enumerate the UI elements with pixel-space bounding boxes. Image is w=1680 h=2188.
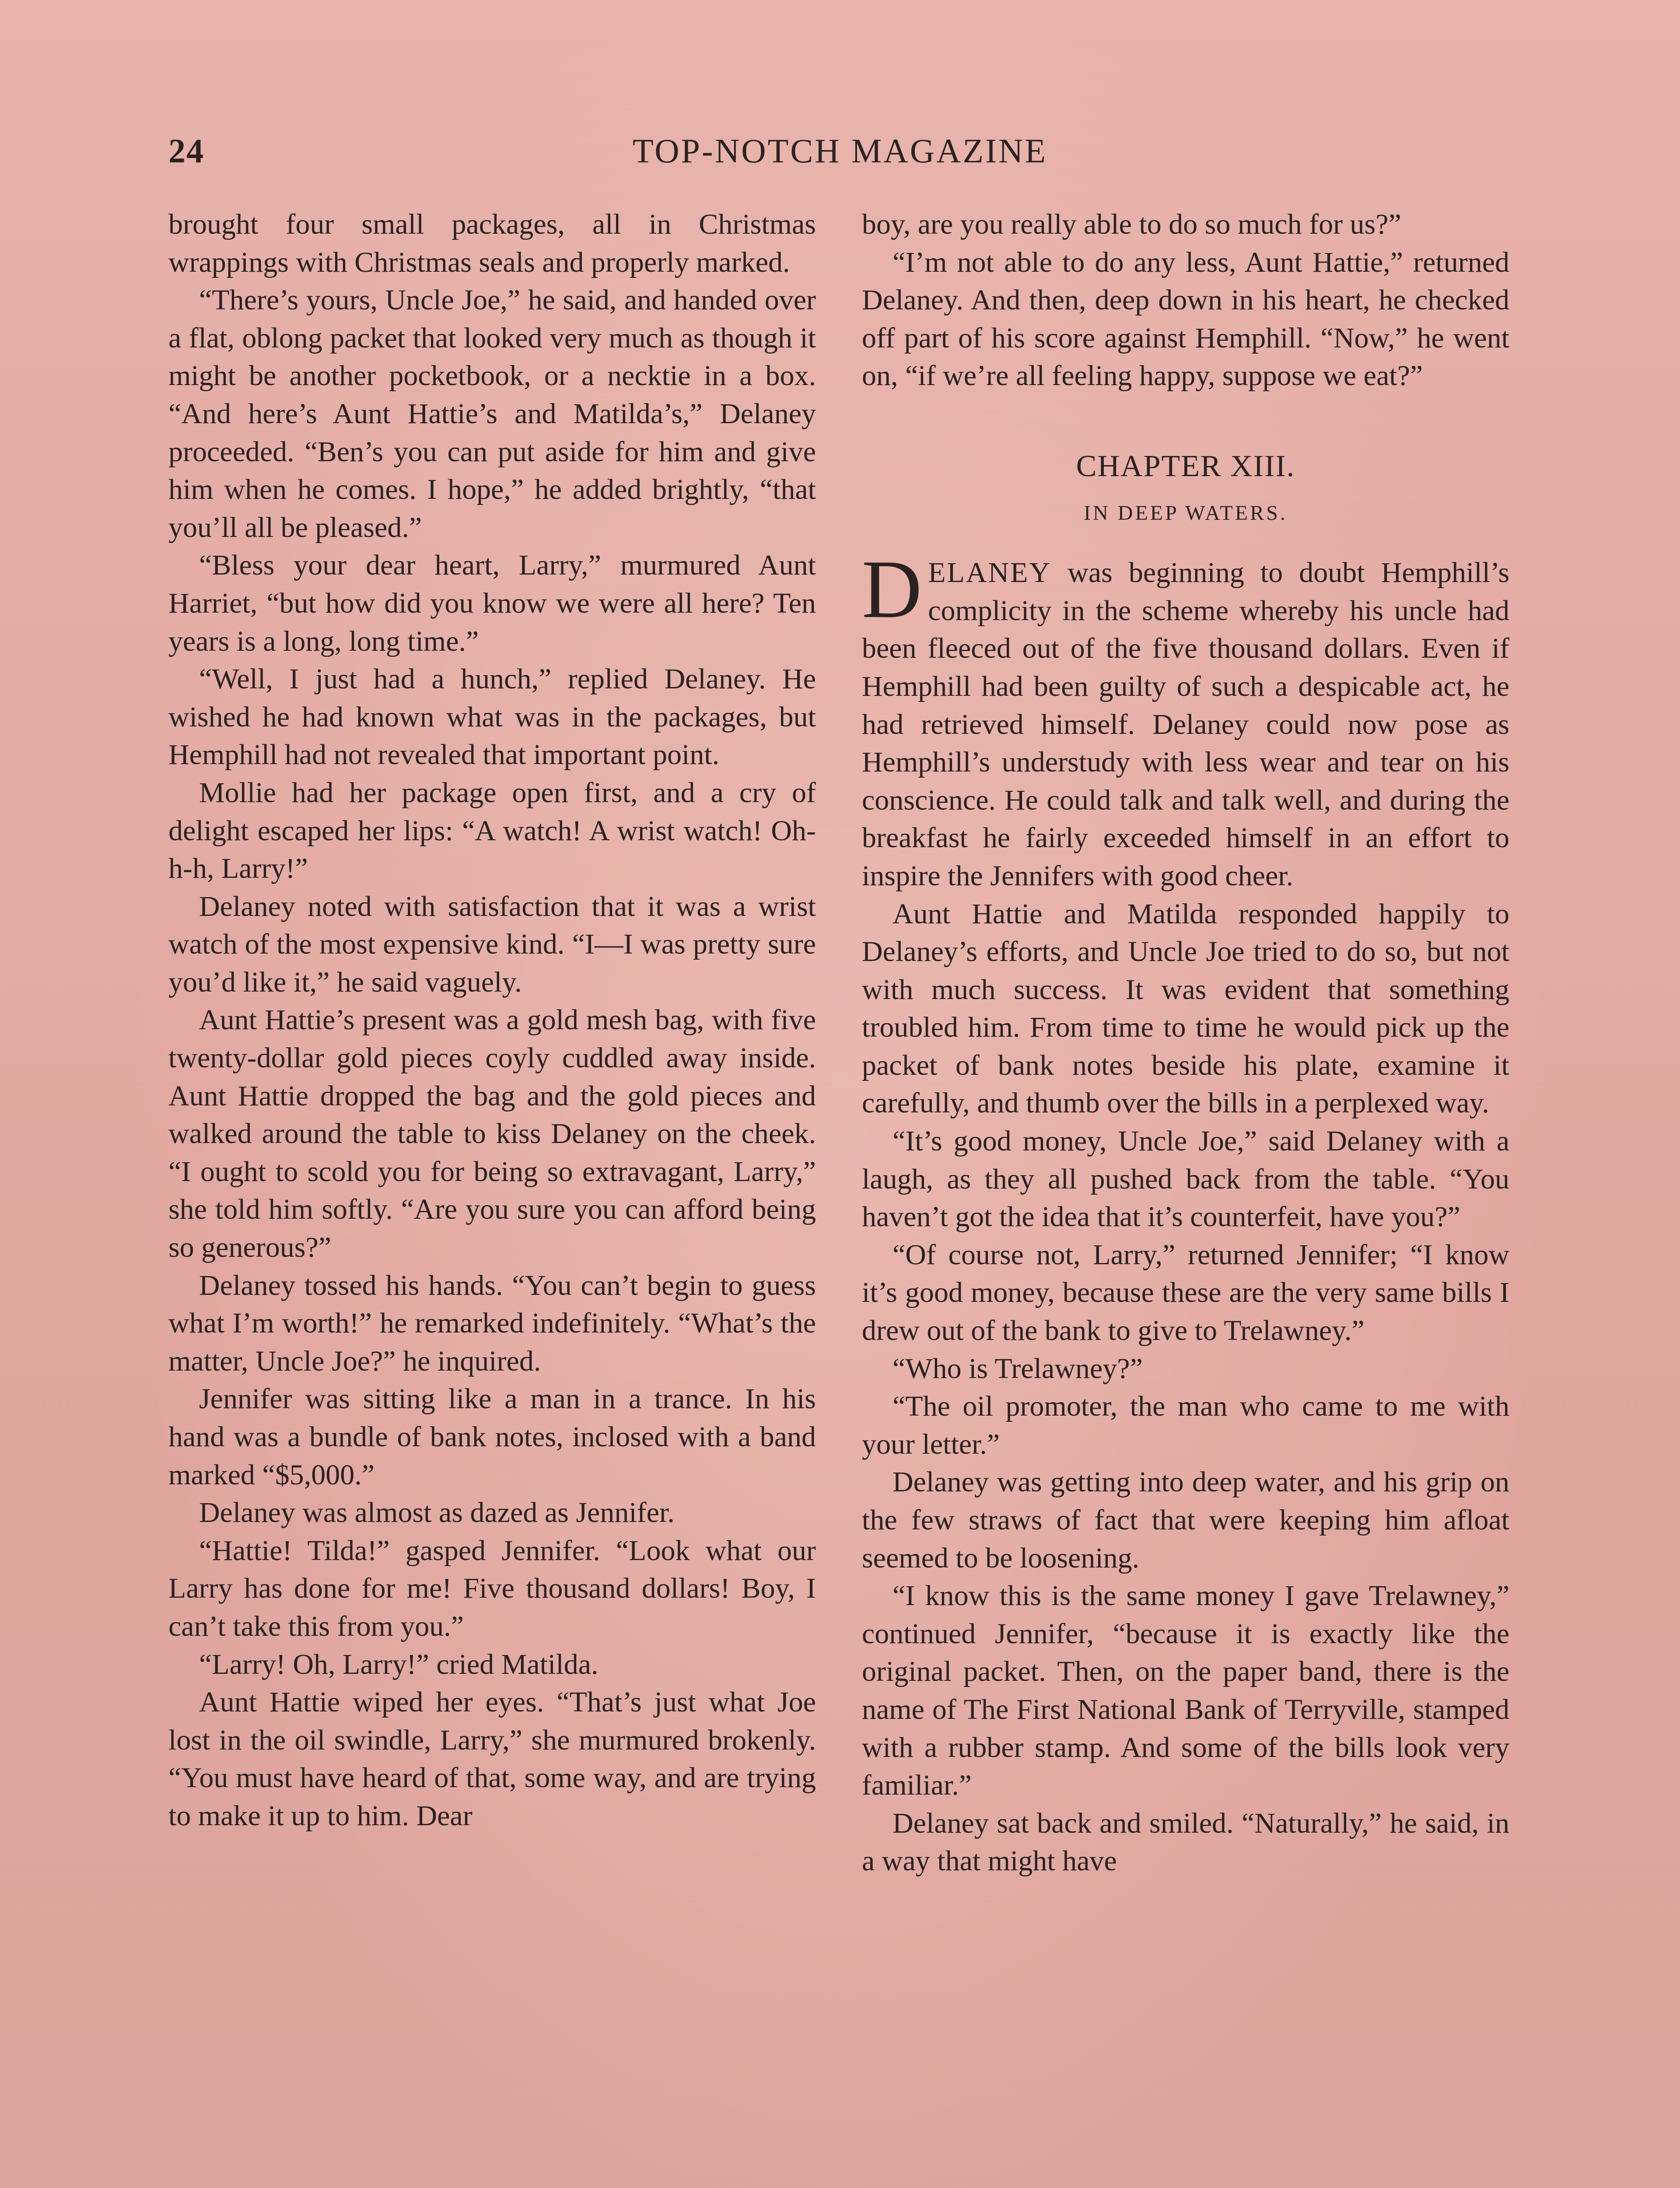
- drop-cap: D: [862, 543, 922, 636]
- paragraph: “Well, I just had a hunch,” replied Delaney. He wished he had known what was in the packages, but Hemphill had not revealed that important point.: [168, 663, 816, 771]
- paragraph: Jennifer was sitting like a man in a trance. In his hand was a bundle of bank notes, inclosed with a band marked “$5,000.”: [168, 1383, 816, 1491]
- paragraph: Delaney noted with satisfaction that it was a wrist watch of the most expensive kind. “I—I was pretty sure you’d like it,” he said vaguely.: [168, 890, 816, 998]
- opening-text: was beginning to doubt Hemphill’s complicity in the scheme whereby his uncle had been fleeced out of the five thousand dollars. Even if Hemphill had been guilty of such a despicable act, he had retrieved himself. Delaney could now pose as Hemphill’s understudy with less wear and tear on his conscience. He could talk and talk well, and during the breakfast he fairly exceeded himself in an effort to inspire the Jennifers with good cheer.: [862, 557, 1509, 892]
- opening-word: ELANEY: [928, 557, 1052, 589]
- chapter-title: CHAPTER XIII.: [1076, 449, 1295, 483]
- paragraph: Mollie had her package open first, and a cry of delight escaped her lips: “A watch! A wrist watch! Oh-h-h, Larry!”: [168, 776, 816, 885]
- paragraph: “There’s yours, Uncle Joe,” he said, and handed over a flat, oblong packet that looked very much as though it might be another pocketbook, or a necktie in a box. “And here’s Aunt Hattie’s and Matilda’s,” Delaney proceeded. “Ben’s you can put aside for him and give him when he comes. I hope,” he added brightly, “that you’ll all be pleased.”: [168, 284, 816, 543]
- paragraph: Aunt Hattie wiped her eyes. “That’s just what Joe lost in the oil swindle, Larry,” she murmured brokenly. “You must have heard of that, some way, and are trying to make it up to him. Dear: [168, 1686, 816, 1832]
- paragraph: Delaney was almost as dazed as Jennifer.: [199, 1497, 675, 1529]
- paragraph: “Of course not, Larry,” returned Jennifer; “I know it’s good money, because these are the very same bills I drew out of the bank to give to Trelawney.”: [862, 1238, 1509, 1347]
- left-column: [168, 206, 816, 1835]
- paragraph: Delaney sat back and smiled. “Naturally,” he said, in a way that might have: [862, 1807, 1509, 1877]
- paragraph: “Bless your dear heart, Larry,” murmured Aunt Harriet, “but how did you know we were all here? Ten years is a long, long time.”: [168, 549, 816, 657]
- paragraph: “The oil promoter, the man who came to me with your letter.”: [862, 1390, 1509, 1460]
- paragraph: brought four small packages, all in Christmas wrappings with Christmas seals and properly marked.: [168, 208, 816, 278]
- paragraph: “I’m not able to do any less, Aunt Hattie,” returned Delaney. And then, deep down in his heart, he checked off part of his score against Hemphill. “Now,” he went on, “if we’re all feeling happy, suppose we eat?”: [862, 246, 1509, 392]
- paragraph: boy, are you really able to do so much for us?”: [862, 208, 1401, 240]
- paragraph: “Who is Trelawney?”: [892, 1352, 1143, 1385]
- paragraph: Aunt Hattie’s present was a gold mesh bag, with five twenty-dollar gold pieces coyly cuddled away inside. Aunt Hattie dropped the bag and the gold pieces and walked around the table to kiss Delaney on the cheek. “I ought to scold you for being so extravagant, Larry,” she told him softly. “Are you sure you can afford being so generous?”: [168, 1004, 816, 1264]
- right-column: [862, 206, 1509, 1880]
- paragraph: “Hattie! Tilda!” gasped Jennifer. “Look what our Larry has done for me! Five thousand dollars! Boy, I can’t take this from you.”: [168, 1534, 816, 1642]
- chapter-subtitle: IN DEEP WATERS.: [1084, 501, 1288, 525]
- paragraph: “Larry! Oh, Larry!” cried Matilda.: [199, 1648, 598, 1680]
- chapter-opening-paragraph: [862, 543, 1509, 895]
- paragraph: “It’s good money, Uncle Joe,” said Delaney with a laugh, as they all pushed back from the table. “You haven’t got the idea that it’s counterfeit, have you?”: [862, 1125, 1509, 1233]
- paragraph: Aunt Hattie and Matilda responded happily to Delaney’s efforts, and Uncle Joe tried to do so, but not with much success. It was evident that something troubled him. From time to time he would pick up the packet of bank notes beside his plate, examine it carefully, and thumb over the bills in a perplexed way.: [862, 898, 1509, 1119]
- page-number: 24: [168, 132, 204, 170]
- running-head: TOP-NOTCH MAGAZINE: [632, 132, 1047, 170]
- page-header: [168, 131, 1512, 179]
- paragraph: Delaney tossed his hands. “You can’t begin to guess what I’m worth!” he remarked indefinitely. “What’s the matter, Uncle Joe?” he inquired.: [168, 1269, 816, 1377]
- paragraph: Delaney was getting into deep water, and his grip on the few straws of fact that were keeping him afloat seemed to be loosening.: [862, 1466, 1509, 1574]
- paragraph: “I know this is the same money I gave Trelawney,” continued Jennifer, “because it is exactly like the original packet. Then, on the paper band, there is the name of The First National Bank of Terryville, stamped with a rubber stamp. And some of the bills look very familiar.”: [862, 1580, 1509, 1802]
